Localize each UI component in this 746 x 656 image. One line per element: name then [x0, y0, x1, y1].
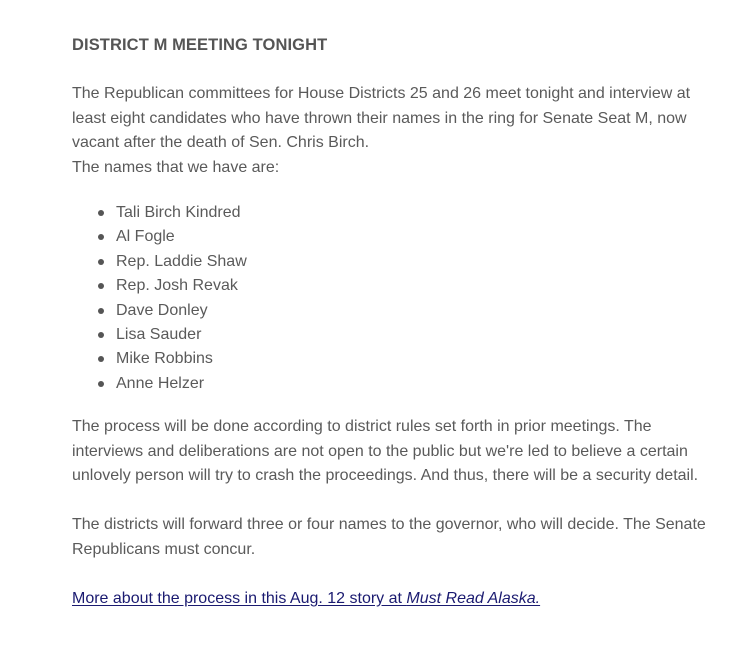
- list-item: [116, 201, 712, 225]
- list-item: [116, 323, 712, 347]
- story-link-source: Must Read Alaska.: [406, 589, 541, 607]
- names-intro: The names that we have are:: [72, 158, 280, 176]
- candidate-name: Rep. Laddie Shaw: [116, 252, 247, 270]
- candidate-name: Lisa Sauder: [116, 326, 202, 344]
- candidate-name: Anne Helzer: [116, 374, 205, 392]
- intro-block: [72, 82, 712, 180]
- bullet-icon: [98, 210, 104, 216]
- bullet-icon: [98, 283, 104, 289]
- intro-paragraph: The Republican committees for House Districts 25 and 26 meet tonight and interview at least eight candidates who have thrown their names in the ring for Senate Seat M, now vacant after the death of Sen. Chris Birch.: [72, 85, 691, 151]
- story-link[interactable]: [72, 590, 540, 607]
- candidate-name: Rep. Josh Revak: [116, 277, 238, 295]
- bullet-icon: [98, 259, 104, 265]
- article: [72, 34, 712, 627]
- list-item: [116, 250, 712, 274]
- candidate-name: Al Fogle: [116, 228, 175, 246]
- list-item: [116, 274, 712, 298]
- bullet-icon: [98, 332, 104, 338]
- bullet-icon: [98, 381, 104, 387]
- candidate-name: Mike Robbins: [116, 350, 213, 368]
- list-item: [116, 299, 712, 323]
- story-link-text: More about the process in this Aug. 12 story at: [72, 589, 407, 607]
- bullet-icon: [98, 308, 104, 314]
- bullet-icon: [98, 234, 104, 240]
- process-paragraph: The process will be done according to district rules set forth in prior meetings. The interviews and deliberations are not open to the public but we're led to believe a certain unlovely person will try to crash the proceedings. And thus, there will be a security detail.: [72, 418, 699, 485]
- forward-paragraph: The districts will forward three or four names to the governor, who will decide. The Senate Republicans must concur.: [72, 516, 706, 558]
- list-item: [116, 225, 712, 249]
- candidate-list: [72, 201, 712, 396]
- bullet-icon: [98, 356, 104, 362]
- list-item: [116, 347, 712, 371]
- candidate-name: Tali Birch Kindred: [116, 204, 241, 221]
- story-link-paragraph: [72, 587, 712, 612]
- candidate-name: Dave Donley: [116, 301, 208, 319]
- article-heading: DISTRICT M MEETING TONIGHT: [72, 36, 328, 54]
- list-item: [116, 372, 712, 396]
